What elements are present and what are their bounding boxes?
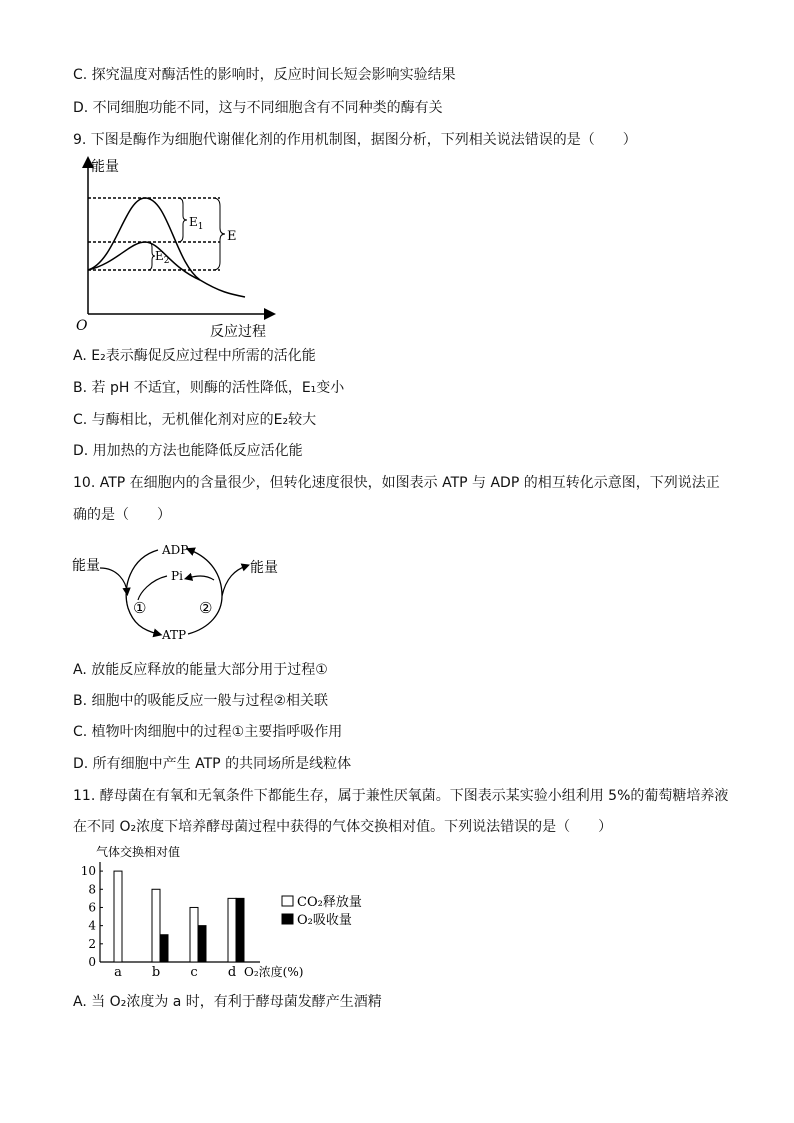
pi-out-arrow bbox=[188, 576, 214, 580]
y-tick-label: 0 bbox=[88, 955, 96, 969]
process-1-label: ① bbox=[133, 599, 147, 617]
question-11-stem-line1: 11. 酵母菌在有氧和无氧条件下都能生存，属于兼性厌氧菌。下图表示某实验小组利用 5%的葡萄糖培养液 bbox=[73, 788, 729, 804]
process-2-label: ② bbox=[199, 599, 213, 617]
q10-option-b: B. 细胞中的吸能反应一般与过程②相关联 bbox=[73, 693, 329, 709]
y-tick-label: 6 bbox=[88, 900, 96, 915]
q10-option-a: A. 放能反应释放的能量大部分用于过程① bbox=[73, 662, 328, 678]
e1-brace bbox=[178, 198, 187, 242]
legend-label: O₂吸收量 bbox=[297, 913, 352, 928]
q9-option-c: C. 与酶相比，无机催化剂对应的E₂较大 bbox=[73, 412, 317, 428]
q10-option-c: C. 植物叶肉细胞中的过程①主要指呼吸作用 bbox=[73, 724, 343, 740]
x-tick-label: d bbox=[227, 965, 237, 980]
bar-o2-d bbox=[236, 898, 244, 962]
bar-co2-c bbox=[190, 907, 198, 962]
energy-right-label: 能量 bbox=[250, 560, 278, 576]
energy-in-arrow bbox=[100, 568, 127, 592]
legend-label: CO₂释放量 bbox=[297, 895, 362, 910]
q9-option-a: A. E₂表示酶促反应过程中所需的活化能 bbox=[73, 348, 316, 364]
legend-swatch bbox=[282, 896, 293, 906]
chart-xlabel: O₂浓度(%) bbox=[244, 965, 304, 979]
x-tick-label: a bbox=[114, 965, 122, 980]
question-10-stem-line2: 确的是（ ） bbox=[73, 507, 171, 523]
pi-label: Pi bbox=[171, 569, 183, 583]
process-2-arrow bbox=[188, 550, 222, 634]
adp-label: ADP bbox=[162, 543, 189, 557]
bar-o2-b bbox=[160, 935, 168, 962]
bar-co2-b bbox=[152, 889, 160, 962]
q10-option-d: D. 所有细胞中产生 ATP 的共同场所是线粒体 bbox=[73, 756, 352, 772]
legend-swatch bbox=[282, 914, 293, 924]
x-tick-label: b bbox=[151, 965, 161, 980]
q9-option-b: B. 若 pH 不适宜，则酶的活性降低，E₁变小 bbox=[73, 380, 345, 396]
question-10-stem-line1: 10. ATP 在细胞内的含量很少，但转化速度很快，如图表示 ATP 与 ADP 的相互转化示意图，下列说法正 bbox=[73, 475, 720, 491]
q8-option-c: C. 探究温度对酶活性的影响时，反应时间长短会影响实验结果 bbox=[73, 67, 456, 83]
e2-label: $E_2$ bbox=[155, 249, 170, 266]
e2-brace bbox=[148, 242, 155, 270]
question-9-stem: 9. 下图是酶作为细胞代谢催化剂的作用机制图，据图分析，下列相关说法错误的是（ ） bbox=[73, 132, 637, 148]
pi-in-arrow bbox=[138, 576, 167, 600]
question-11-stem-line2: 在不同 O₂浓度下培养酵母菌过程中获得的气体交换相对值。下列说法错误的是（ ） bbox=[73, 819, 613, 835]
q9-option-d: D. 用加热的方法也能降低反应活化能 bbox=[73, 443, 303, 459]
e1-label: $E_1$ bbox=[189, 215, 204, 232]
bar-co2-d bbox=[228, 898, 236, 962]
e-label: E bbox=[227, 229, 237, 244]
x-tick-label: c bbox=[190, 965, 198, 980]
energy-out-arrow bbox=[222, 566, 246, 596]
x-axis-label: 反应过程 bbox=[210, 324, 266, 340]
y-tick-label: 4 bbox=[88, 918, 96, 933]
q8-option-d: D. 不同细胞功能不同，这与不同细胞含有不同种类的酶有关 bbox=[73, 100, 443, 116]
y-tick-label: 2 bbox=[88, 936, 96, 951]
chart-ylabel: 气体交换相对值 bbox=[96, 845, 181, 859]
y-tick-label: 10 bbox=[80, 864, 96, 879]
enzyme-energy-diagram bbox=[70, 152, 290, 342]
bar-co2-a bbox=[114, 871, 122, 962]
y-tick-label: 8 bbox=[88, 882, 96, 897]
energy-left-label: 能量 bbox=[72, 558, 100, 574]
catalyzed-curve bbox=[88, 242, 200, 280]
uncatalyzed-curve bbox=[88, 198, 245, 297]
bar-o2-c bbox=[198, 926, 206, 962]
y-axis-label: 能量 bbox=[91, 159, 119, 175]
e-brace bbox=[213, 198, 225, 270]
q11-option-a: A. 当 O₂浓度为 a 时，有利于酵母菌发酵产生酒精 bbox=[73, 994, 382, 1010]
origin-label: O bbox=[76, 318, 88, 334]
atp-label: ATP bbox=[162, 628, 187, 642]
gas-exchange-bar-chart bbox=[78, 842, 388, 982]
atp-adp-cycle-diagram bbox=[70, 538, 290, 648]
